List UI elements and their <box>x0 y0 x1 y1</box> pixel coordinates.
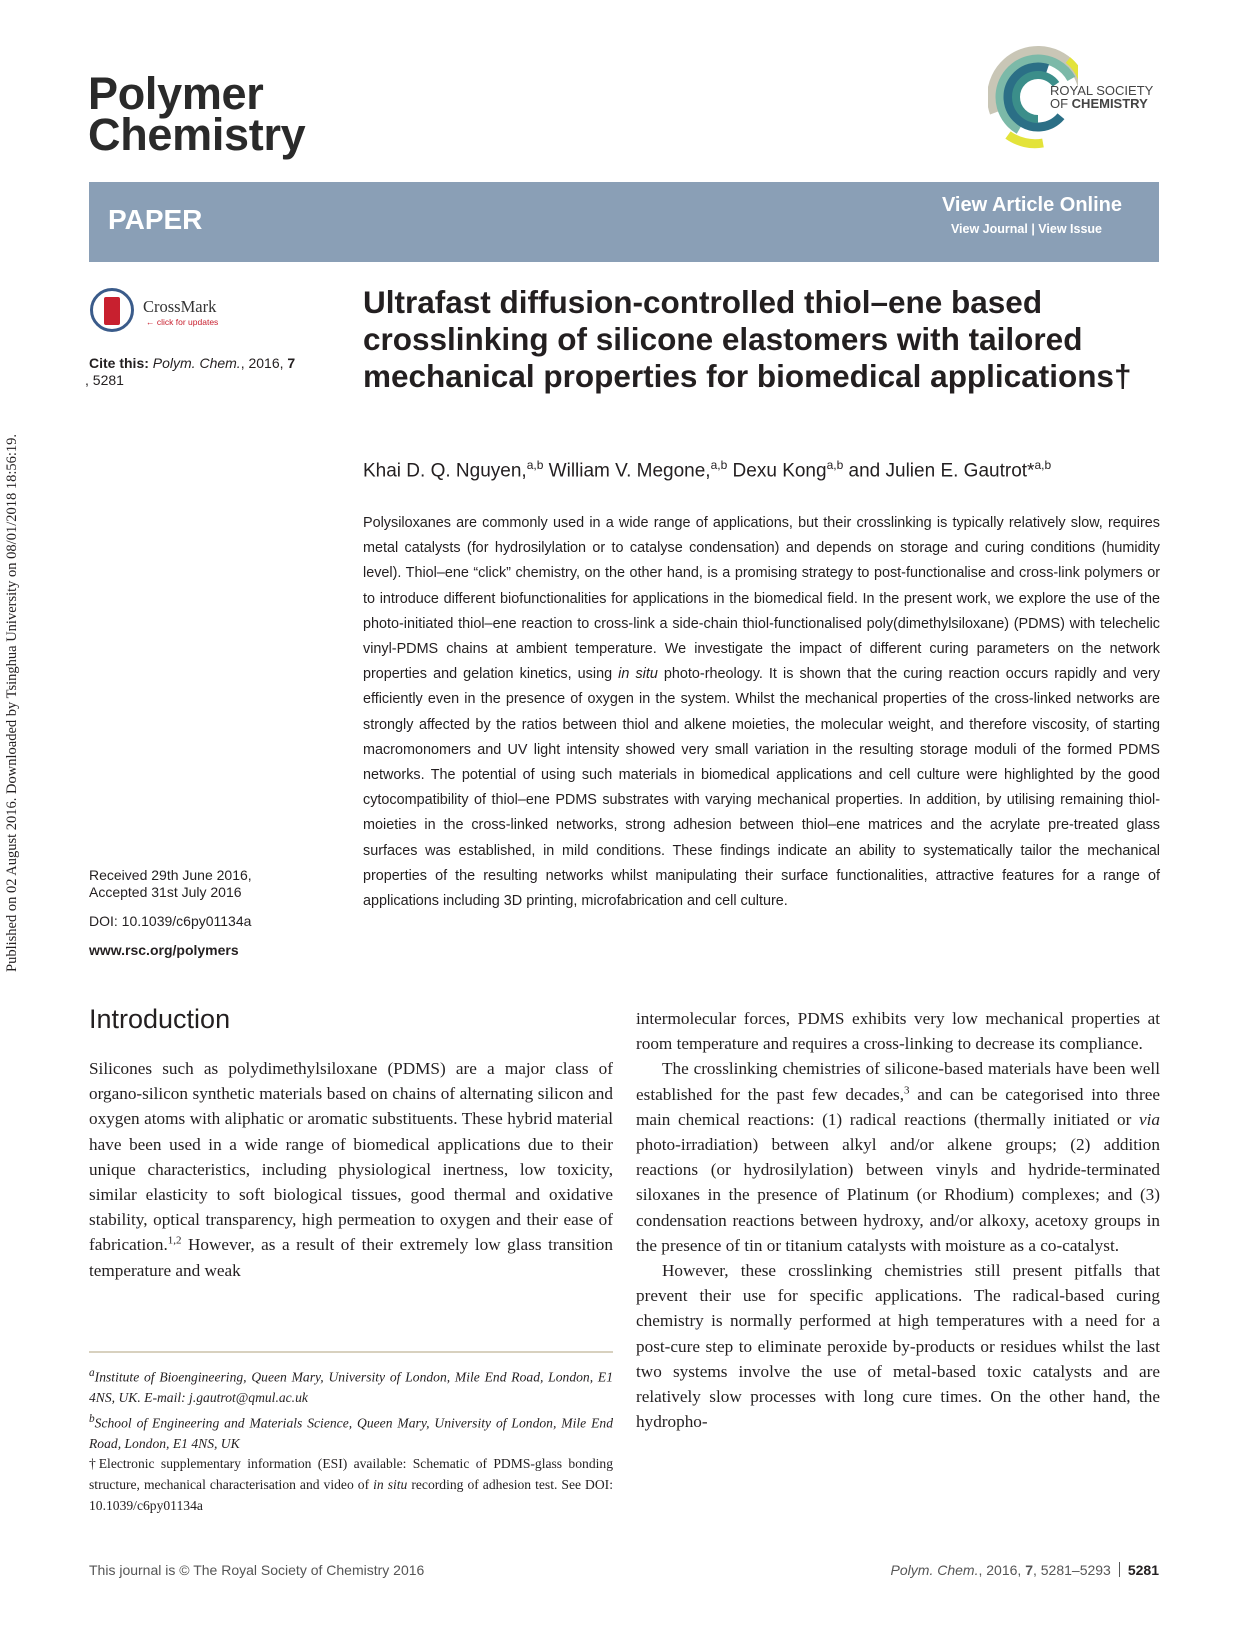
author-name: Khai D. Q. Nguyen, <box>363 460 527 482</box>
author-affiliation: a,b <box>1034 458 1052 472</box>
citation-year: , 2016, <box>240 355 284 371</box>
article-banner <box>89 182 1159 262</box>
footer-year: , 2016, <box>978 1562 1022 1578</box>
author-affiliation: a,b <box>710 458 728 472</box>
citation-label: Cite this: <box>89 355 149 371</box>
rsc-logo-line1: ROYAL SOCIETY <box>1050 83 1154 98</box>
author-name: Dexu Kong <box>727 460 827 482</box>
crossmark-title: CrossMark <box>143 297 217 316</box>
intro-right-column <box>636 1006 1160 1434</box>
paragraph: The crosslinking chemistries of silicone-based materials have been well established for the past few decades,$^3$ and can be categorised into three main chemical reactions: (1) radical reactions (thermally initiated or via photo-irradiation) between alkyl and/or alkene groups; (2) addition reactions (or hydrosilylation) between vinyls and hydride-terminated siloxanes in the presence of Platinum (or Rhodium) complexes; and (3) condensation reactions between hydroxy, and/or alkoxy, acetoxy groups in the presence of tin or titanium catalysts with moisture as a co-catalyst. <box>636 1059 1160 1255</box>
author-name: and Julien E. Gautrot* <box>843 460 1035 482</box>
doi[interactable]: DOI: 10.1039/c6py01134a <box>89 913 252 929</box>
footer-journal: Polym. Chem. <box>890 1562 979 1578</box>
footer-copyright: This journal is © The Royal Society of Chemistry 2016 <box>89 1562 425 1578</box>
citation-volume: 7 <box>287 355 296 371</box>
received-dates <box>89 867 319 901</box>
accepted-date: Accepted 31st July 2016 <box>89 884 242 900</box>
abstract-text: Polysiloxanes are commonly used in a wide range of applications, but their crosslinking is typically relatively slow, requires metal catalysts (for hydrosilylation or to catalyse condensation) and depends on storage and curing conditions (humidity level). Thiol–ene “click” chemistry, on the other hand, is a promising strategy to post-functionalise and cross-link polymers or to introduce different biofunctionalities for applications in the biomedical field. In the present work, we explore the use of the photo-initiated thiol–ene reaction to cross-link a side-chain thiol-functionalised poly(dimethylsiloxane) (PDMS) with telechelic vinyl-PDMS chains at ambient temperature. We investigate the impact of different curing parameters on the network properties and gelation kinetics, using <box>363 515 1160 683</box>
paragraph: intermolecular forces, PDMS exhibits very low mechanical properties at room temperature and requires a cross-linking to decrease its compliance. <box>636 1009 1160 1054</box>
abstract-italic: in situ <box>618 666 658 683</box>
crossmark-badge[interactable] <box>90 288 230 340</box>
crossmark-subtitle: ← click for updates <box>146 317 219 327</box>
paragraph: However, these crosslinking chemistries still present pitfalls that prevent their use for specific applications. The radical-based curing chemistry is normally performed at high temperatures with a need for a post-cure step to eliminate peroxide by-products or residues whilst the last two systems involve the use of metal-based toxic catalysts and are relatively slow processes with long cure times. On the other hand, the hydropho- <box>636 1261 1160 1432</box>
paragraph: Silicones such as polydimethylsiloxane (PDMS) are a major class of organo-silicon synthetic materials based on chains of alternating silicon and oxygen atoms with aliphatic or aromatic substituents. These hybrid material have been used in a wide range of biomedical applications due to their unique characteristics, including physiological inertness, low toxicity, similar elasticity to soft biological tissues, good thermal and oxidative stability, optical transparency, high permeation to oxygen and their ease of fabrication.$^{1,2}$ However, as a result of their extremely low glass transition temperature and weak <box>89 1059 613 1280</box>
journal-url-link[interactable]: www.rsc.org/polymers <box>89 942 239 958</box>
footer-volume: 7 <box>1025 1562 1033 1578</box>
abstract-text: photo-rheology. It is shown that the curing reaction occurs rapidly and very efficiently even in the presence of oxygen in the system. Whilst the mechanical properties of the cross-linked networks are strongly affected by the ratios between thiol and alkene moieties, the molecular weight, and therefore viscosity, of starting macromonomers and UV light intensity showed very small variation in the resulting storage moduli of the formed PDMS networks. The potential of using such materials in biomedical applications and cell culture were highlighted by the good cytocompatibility of thiol–ene PDMS substrates with varying mechanical properties. In addition, by utilising remaining thiol-moieties in the cross-linked networks, strong adhesion between thiol–ene matrices and the acrylate pre-treated glass surfaces was established, in mild conditions. These findings indicate an ability to systematically tailor the mechanical properties of the resulting networks whilst manipulating their surface functionalities, attractive features for a range of applications including 3D printing, microfabrication and cell culture. <box>363 666 1161 910</box>
author-name: William V. Megone, <box>543 460 711 482</box>
reference-marker[interactable]: 1,2 <box>167 1234 182 1247</box>
author-affiliation: a,b <box>826 458 844 472</box>
footnote-affiliation-a: $^a$Institute of Bioengineering, Queen Mary, University of London, Mile End Road, London, E1 4NS, UK. E-mail: j.gautrot@qmul.ac.uk <box>89 1367 613 1406</box>
view-article-online-link[interactable]: View Article Online <box>941 194 1122 216</box>
reference-marker[interactable]: 3 <box>904 1083 910 1096</box>
citation-pages: , 5281 <box>85 372 124 388</box>
rsc-logo-line2-prefix: OF <box>1050 96 1072 111</box>
received-date: Received 29th June 2016, <box>89 867 252 883</box>
footer-citation <box>891 1562 1159 1578</box>
intro-left-column <box>89 1056 613 1283</box>
author-list <box>363 458 1051 482</box>
footer-separator <box>1119 1562 1120 1577</box>
banner-link-separator: | <box>1031 222 1035 236</box>
view-journal-link[interactable]: View Journal <box>950 222 1028 236</box>
rsc-logo[interactable] <box>988 40 1158 155</box>
download-stamp-text: Published on 02 August 2016. Downloaded by Tsinghua University on 08/01/2018 18:56:19. <box>4 433 20 972</box>
rsc-logo-line2-strong: CHEMISTRY <box>1071 96 1148 111</box>
footnote-esi: †Electronic supplementary information (ESI) available: Schematic of PDMS-glass bonding structure, mechanical characterisation and video of in situ recording of adhesion test. See DOI: 10.1039/c6py01134a <box>89 1456 613 1513</box>
footer-page-range: , 5281–5293 <box>1032 1562 1111 1578</box>
author-affiliation: a,b <box>526 458 544 472</box>
article-type: PAPER <box>108 204 203 235</box>
download-stamp <box>2 352 22 972</box>
footnotes <box>89 1363 613 1516</box>
view-issue-link[interactable]: View Issue <box>1038 222 1102 236</box>
article-title: Ultrafast diffusion-controlled thiol–ene based crosslinking of silicone elastomers with tailored mechanical properties for biomedical applications† <box>363 284 1132 394</box>
abstract <box>363 511 1160 914</box>
crossmark-icon <box>90 288 134 332</box>
footnote-affiliation-b: $^b$School of Engineering and Materials Science, Queen Mary, University of London, Mile End Road, London, E1 4NS, UK <box>89 1412 613 1451</box>
section-heading-introduction: Introduction <box>89 1004 231 1034</box>
journal-title-line1: Polymer <box>88 68 264 119</box>
footer-page-number: 5281 <box>1127 1562 1159 1578</box>
journal-title-line2: Chemistry <box>88 109 306 160</box>
banner-links <box>951 222 1102 236</box>
citation <box>85 355 319 389</box>
rsc-logo-text <box>1050 84 1153 110</box>
citation-journal: Polym. Chem. <box>152 355 241 371</box>
journal-title <box>88 68 306 160</box>
footnote-divider <box>89 1351 613 1353</box>
